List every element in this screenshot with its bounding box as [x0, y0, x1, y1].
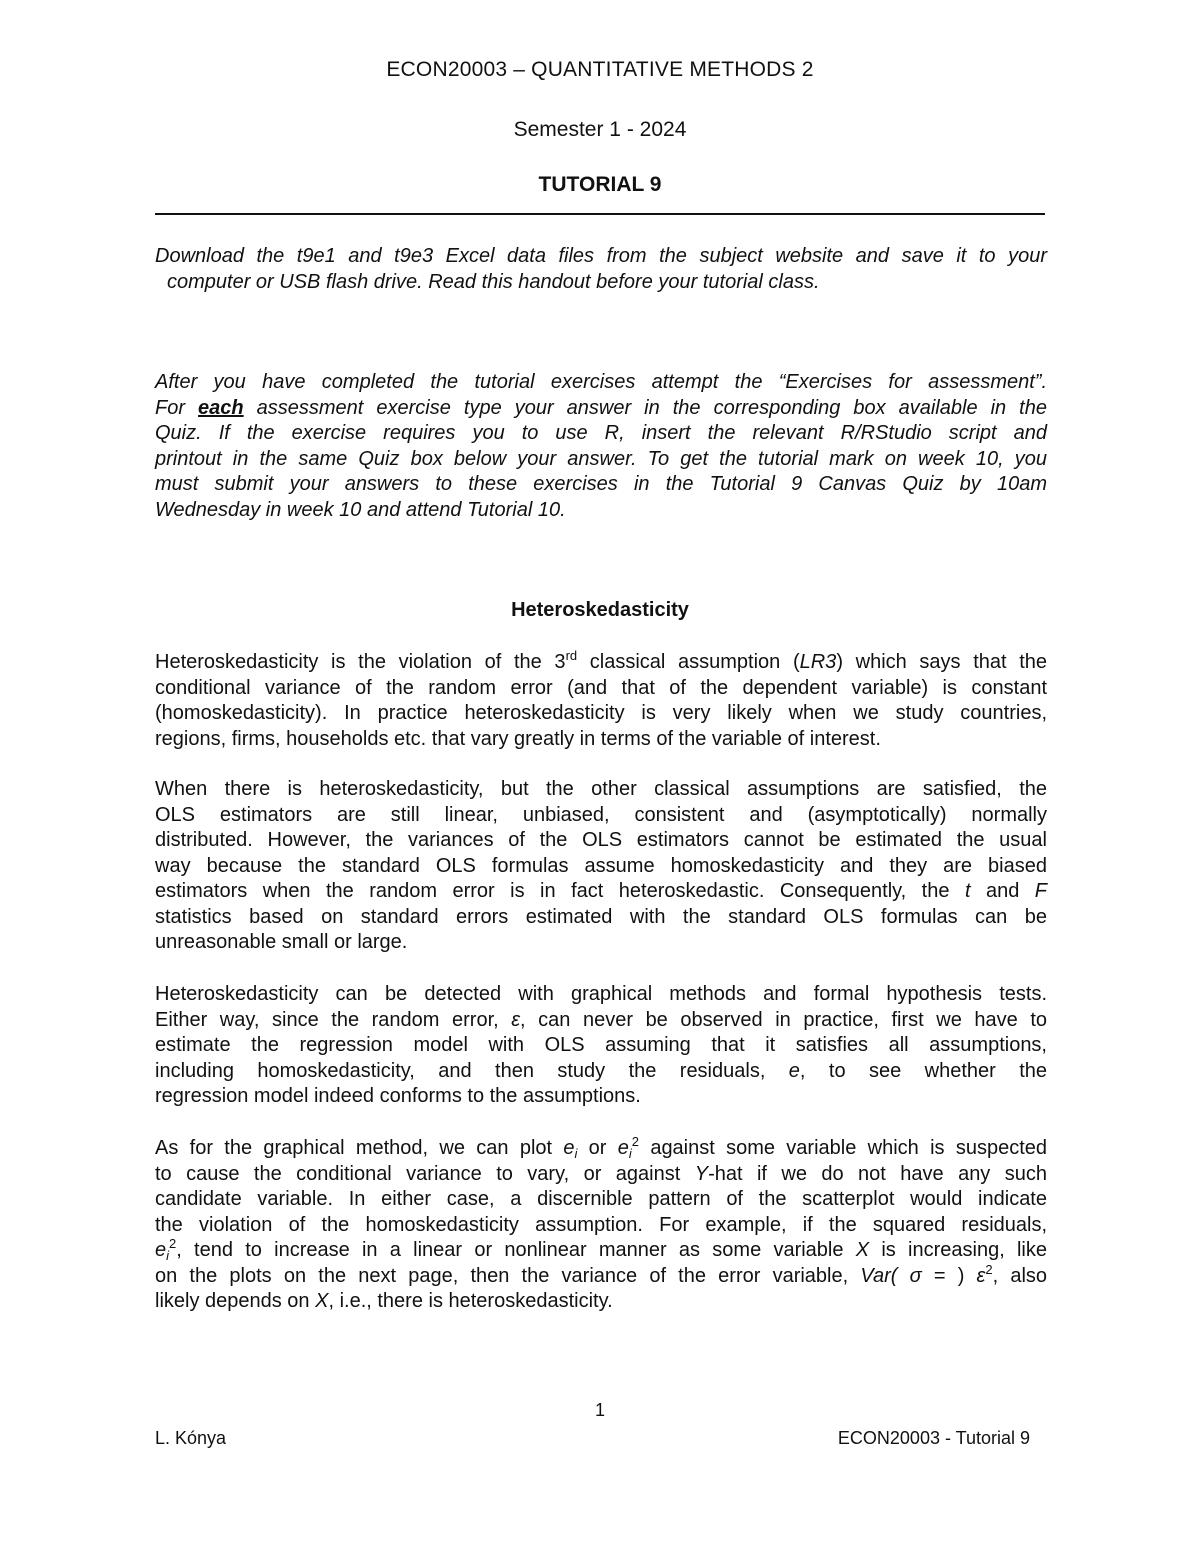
footer-course-label: ECON20003 - Tutorial 9 [837, 1428, 1030, 1448]
p1-text-c: ) which says that the [836, 651, 1048, 673]
assumption-label: LR3 [799, 651, 837, 673]
p1-line-2: conditional variance of the random error (and that of the dependent variable) is constant [155, 676, 1047, 699]
p4-text-d: to cause the conditional variance to vary, or against [155, 1162, 695, 1185]
p4-text-c: against some variable which is suspected [639, 1137, 1047, 1159]
header-divider [155, 213, 1045, 215]
squared-residual-symbol: e [617, 1137, 629, 1159]
assessment-line-2-pre: For [155, 396, 199, 419]
p4-line-3: candidate variable. In either case, a discernible pattern of the scatterplot would indicate [155, 1188, 1047, 1210]
p3-line-1: Heteroskedasticity can be detected with graphical methods and formal hypothesis tests. [155, 983, 1047, 1005]
assessment-line-5: must submit your answers to these exercises in the Tutorial 9 Canvas Quiz by 10am [155, 473, 1047, 495]
p2-line-7: unreasonable small or large. [155, 931, 408, 953]
page-number: 1 [594, 1400, 605, 1420]
p3-text-d: , to see whether the [799, 1059, 1048, 1082]
sigma-symbol: σ [897, 1264, 922, 1287]
p4-text-b: or [577, 1137, 618, 1159]
p3-line-4 [155, 1059, 1047, 1085]
ordinal-suffix: rd [565, 648, 578, 663]
assessment-line-6: Wednesday in week 10 and attend Tutorial 10. [155, 498, 566, 521]
p3-text-a: Either way, since the random error, [155, 1008, 512, 1031]
index-subscript: i [166, 1248, 170, 1263]
p2-line-2: OLS estimators are still linear, unbiased, consistent and (asymptotically) normally [155, 803, 1047, 826]
p4-text-a: As for the graphical method, we can plot [155, 1137, 564, 1159]
p2-line-5 [155, 879, 1047, 905]
paragraph-consequences [155, 777, 1047, 956]
residual-symbol: e [563, 1137, 575, 1159]
p2-line-4: way because the standard OLS formulas assume homoskedasticity and they are biased [155, 854, 1047, 877]
p4-text-g: is increasing, like [869, 1239, 1047, 1261]
p2-text-a: estimators when the random error is in fact heteroskedastic. Consequently, the [155, 880, 965, 902]
assessment-line-2-post: assessment exercise type your answer in the corresponding box available in the [243, 396, 1047, 419]
semester-label: Semester 1 - 2024 [513, 118, 687, 141]
epsilon-symbol: ε [976, 1264, 986, 1287]
assessment-instructions [155, 370, 1047, 523]
paragraph-graphical-method [155, 1136, 1047, 1315]
p3-line-3: estimate the regression model with OLS assuming that it satisfies all assumptions, [155, 1034, 1047, 1056]
assessment-line-3: Quiz. If the exercise requires you to use R, insert the relevant R/RStudio script and [155, 422, 1047, 444]
p2-text-b: and [970, 880, 1035, 902]
equals-sign: = [921, 1264, 958, 1287]
p1-line-1 [155, 650, 1047, 676]
p2-line-6: statistics based on standard errors estimated with the standard OLS formulas can be [155, 905, 1047, 928]
p4-line-4: the violation of the homoskedasticity assumption. For example, if the squared residuals, [155, 1213, 1047, 1236]
p4-text-j: likely depends on [155, 1290, 316, 1312]
p3-line-2 [155, 1008, 1047, 1034]
p4-line-7 [155, 1289, 1047, 1315]
p4-line-1 [155, 1136, 1047, 1162]
f-symbol: F [1034, 880, 1047, 902]
index-subscript: i [628, 1146, 632, 1161]
p1-text-b: classical assumption ( [577, 651, 800, 673]
assessment-line-1: After you have completed the tutorial exercises attempt the “Exercises for assessment”. [155, 371, 1047, 393]
squared-residual-symbol: e [155, 1239, 167, 1261]
y-symbol: Y [694, 1162, 709, 1185]
residual-symbol: e [788, 1059, 800, 1082]
download-line-1: Download the t9e1 and t9e3 Excel data files from the subject website and save it to your [155, 245, 1047, 267]
epsilon-symbol: ε [511, 1008, 521, 1031]
p4-text-h: on the plots on the next page, then the variance of the error variable, [155, 1264, 861, 1287]
square-superscript: 2 [169, 1236, 177, 1251]
t-symbol: t [964, 880, 971, 902]
assessment-emphasis: each [198, 396, 244, 419]
p3-text-b: , can never be observed in practice, first we have to [520, 1008, 1047, 1031]
p2-line-1: When there is heteroskedasticity, but the other classical assumptions are satisfied, the [155, 778, 1047, 800]
p4-line-2 [155, 1162, 1047, 1188]
p3-text-c: including homoskedasticity, and then study the residuals, [155, 1059, 789, 1082]
p2-line-3: distributed. However, the variances of the OLS estimators cannot be estimated the usual [155, 829, 1047, 851]
square-superscript: 2 [985, 1261, 993, 1277]
x-symbol: X [315, 1290, 329, 1312]
p4-line-6 [155, 1261, 1048, 1290]
p4-text-i: , also [992, 1264, 1048, 1287]
p4-text-k: , i.e., there is heteroskedasticity. [328, 1290, 613, 1312]
download-instructions [155, 244, 1047, 295]
paragraph-definition [155, 650, 1047, 752]
download-line-2: computer or USB flash drive. Read this handout before your tutorial class. [167, 270, 820, 293]
paragraph-detection [155, 982, 1047, 1110]
p3-line-5: regression model indeed conforms to the assumptions. [155, 1085, 641, 1107]
p4-line-5 [155, 1238, 1047, 1264]
variance-symbol: Var( [860, 1264, 898, 1287]
tutorial-title: TUTORIAL 9 [538, 173, 662, 196]
x-symbol: X [855, 1239, 870, 1261]
p1-line-3: (homoskedasticity). In practice heteroskedasticity is very likely when we study countries, [155, 702, 1047, 724]
p4-text-e: -hat if we do not have any such [708, 1162, 1047, 1185]
p4-text-f: , tend to increase in a linear or nonlinear manner as some variable [176, 1239, 856, 1261]
course-title: ECON20003 – QUANTITATIVE METHODS 2 [386, 58, 814, 81]
index-subscript: i [574, 1146, 578, 1161]
square-superscript: 2 [631, 1134, 640, 1149]
assessment-line-2 [155, 396, 1047, 422]
section-heading: Heteroskedasticity [511, 599, 689, 621]
closing-paren: ) [957, 1264, 977, 1287]
footer-author: L. Kónya [155, 1428, 227, 1448]
p1-text-a: Heteroskedasticity is the violation of the 3 [155, 651, 566, 673]
assessment-line-4: printout in the same Quiz box below your answer. To get the tutorial mark on week 10, you [155, 447, 1047, 470]
p1-line-4: regions, firms, households etc. that vary greatly in terms of the variable of interest. [155, 727, 881, 750]
